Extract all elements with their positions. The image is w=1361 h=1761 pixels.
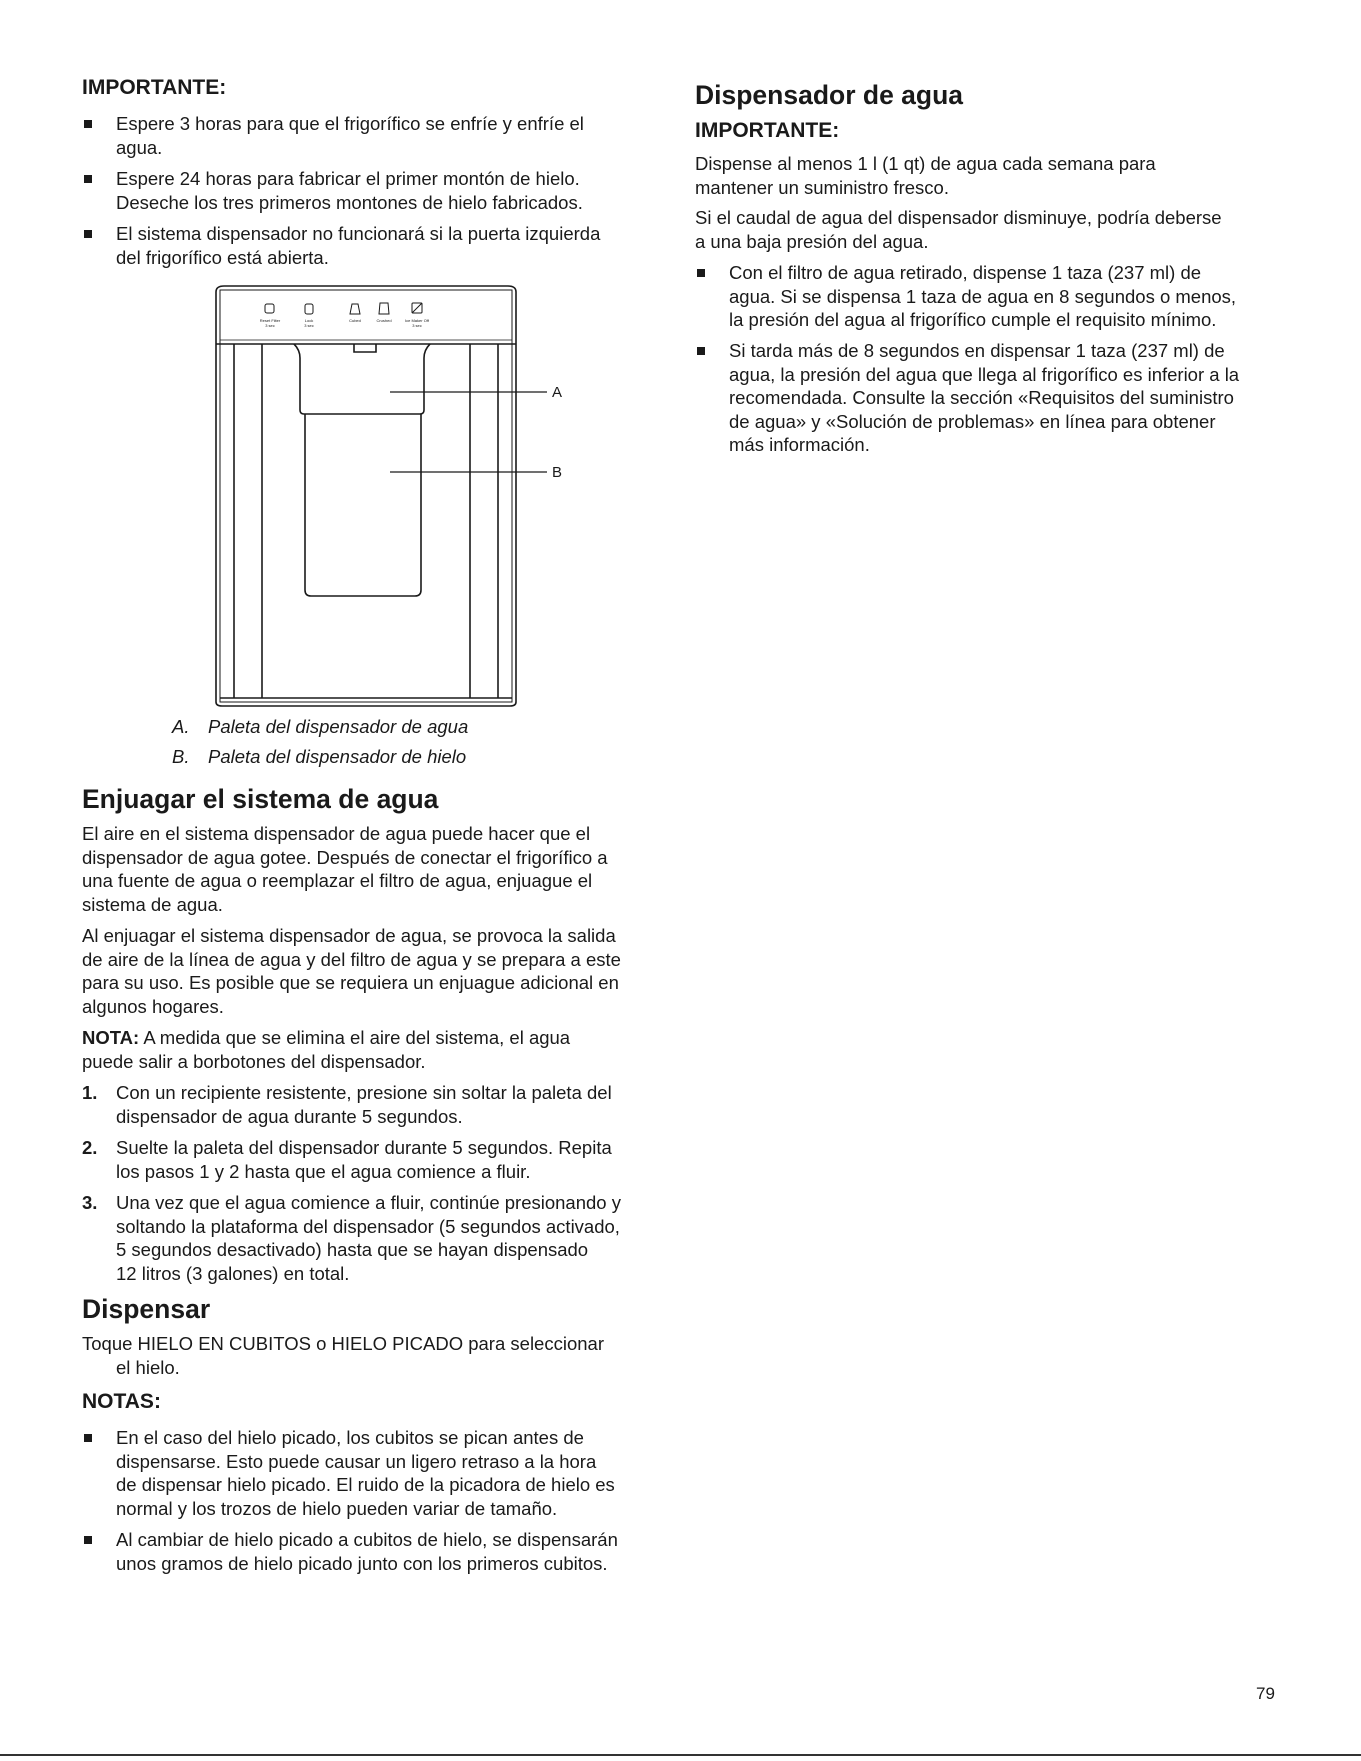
bullet-square-icon xyxy=(84,175,92,183)
step-number: 2. xyxy=(82,1137,98,1158)
bullet-line: normal y los trozos de hielo pueden variar de tamaño. xyxy=(116,1497,558,1519)
caption-text: Paleta del dispensador de hielo xyxy=(208,746,467,767)
text-line: mantener un suministro fresco. xyxy=(695,176,949,198)
panel-label-reset-filter: Reset Filter xyxy=(259,318,281,323)
panel-label-crushed: Crushed xyxy=(376,318,392,323)
text-line: dispensador de agua gotee. Después de conectar el frigorífico a xyxy=(82,846,608,868)
bullet-line: En el caso del hielo picado, los cubitos se pican antes de xyxy=(116,1427,584,1448)
text-line: Dispense al menos 1 l (1 qt) de agua cada semana para xyxy=(695,153,1156,174)
bullet-line: agua. Si se dispensa 1 taza de agua en 8 segundos o menos, xyxy=(729,285,1237,307)
bullet-line: agua. xyxy=(116,136,163,158)
bullet-line: Al cambiar de hielo picado a cubitos de hielo, se dispensarán xyxy=(116,1529,618,1550)
importante-heading-right: IMPORTANTE: xyxy=(695,119,840,142)
panel-label-ice-maker-off: Ice Maker Off xyxy=(405,318,429,323)
bullet-square-icon xyxy=(697,347,705,355)
bullet-line: El sistema dispensador no funcionará si la puerta izquierda xyxy=(116,223,601,244)
text-line: Toque HIELO EN CUBITOS o HIELO PICADO para seleccionar xyxy=(82,1333,604,1354)
panel-sublabel: 3 sec xyxy=(412,323,422,328)
panel-sublabel: 3 sec xyxy=(304,323,314,328)
text-line: de aire de la línea de agua y del filtro de agua y se prepara a este xyxy=(82,948,621,970)
text-line: a una baja presión del agua. xyxy=(695,230,929,252)
text-line: para su uso. Es posible que se requiera un enjuague adicional en xyxy=(82,972,619,993)
bullet-line: Espere 3 horas para que el frigorífico se enfríe y enfríe el xyxy=(116,113,584,134)
bullet-square-icon xyxy=(84,1434,92,1442)
bullet-line: agua, la presión del agua que llega al frigorífico es inferior a la xyxy=(729,363,1240,385)
text-line: el hielo. xyxy=(116,1356,180,1378)
bullet-line: Deseche los tres primeros montones de hielo fabricados. xyxy=(116,191,583,213)
importante-heading-left: IMPORTANTE: xyxy=(82,76,227,99)
right-paragraph-1 xyxy=(695,152,1285,199)
step-number: 3. xyxy=(82,1192,98,1213)
right-paragraph-2 xyxy=(695,206,1285,253)
nota-text: A medida que se elimina el aire del sistema, el agua xyxy=(139,1027,571,1048)
caption-text: Paleta del dispensador de agua xyxy=(208,716,469,737)
text-line: algunos hogares. xyxy=(82,995,224,1017)
step-number: 1. xyxy=(82,1082,98,1103)
bullet-square-icon xyxy=(697,269,705,277)
bullet-line: Con el filtro de agua retirado, dispense 1 taza (237 ml) de xyxy=(729,262,1202,283)
bullet-square-icon xyxy=(84,1536,92,1544)
dispenser-figure xyxy=(212,284,572,709)
bullet-line: del frigorífico está abierta. xyxy=(116,246,329,268)
bullet-line: más información. xyxy=(729,434,870,455)
step-line: Una vez que el agua comience a fluir, continúe presionando y xyxy=(116,1192,621,1213)
text-line: una fuente de agua o reemplazar el filtro de agua, enjuague el xyxy=(82,870,593,891)
step-line: soltando la plataforma del dispensador (5 segundos activado, xyxy=(116,1215,620,1237)
step-line: los pasos 1 y 2 hasta que el agua comience a fluir. xyxy=(116,1160,531,1182)
enjuagar-heading: Enjuagar el sistema de agua xyxy=(82,784,439,814)
page-number: 79 xyxy=(1256,1684,1275,1703)
callout-a: A xyxy=(552,384,563,401)
text-line: sistema de agua. xyxy=(82,893,223,915)
step-line: 12 litros (3 galones) en total. xyxy=(116,1262,350,1284)
enjuagar-paragraph-2 xyxy=(82,924,682,1018)
bullet-square-icon xyxy=(84,120,92,128)
bullet-line: unos gramos de hielo picado junto con los primeros cubitos. xyxy=(116,1552,608,1574)
panel-label-lock: Lock xyxy=(304,318,314,323)
bullet-line: de agua» y «Solución de problemas» en línea para obtener xyxy=(729,410,1216,432)
bottom-rule xyxy=(0,1754,1361,1756)
step-line: Suelte la paleta del dispensador durante 5 segundos. Repita xyxy=(116,1137,612,1158)
bullet-line: Espere 24 horas para fabricar el primer montón de hielo. xyxy=(116,168,580,189)
nota-label: NOTA: xyxy=(82,1027,140,1048)
callout-b: B xyxy=(552,464,563,481)
dispenser-diagram xyxy=(212,284,572,709)
text-line: puede salir a borbotones del dispensador. xyxy=(82,1050,426,1072)
text-line: Al enjuagar el sistema dispensador de agua, se provoca la salida xyxy=(82,925,616,946)
enjuagar-paragraph-1 xyxy=(82,822,682,916)
text-line: Si el caudal de agua del dispensador disminuye, podría deberse xyxy=(695,207,1222,228)
notas-heading: NOTAS: xyxy=(82,1390,161,1413)
bullet-line: de dispensar hielo picado. El ruido de la picadora de hielo es xyxy=(116,1474,615,1495)
bullet-line: la presión del agua al frigorífico cumple el requisito mínimo. xyxy=(729,309,1217,330)
bullet-line: recomendada. Consulte la sección «Requisitos del suministro xyxy=(729,387,1234,408)
step-line: dispensador de agua durante 5 segundos. xyxy=(116,1105,463,1127)
step-line: 5 segundos desactivado) hasta que se hayan dispensado xyxy=(116,1239,589,1260)
dispensar-heading: Dispensar xyxy=(82,1294,211,1324)
caption-letter: A. xyxy=(172,716,190,737)
panel-label-cubed: Cubed xyxy=(349,318,361,323)
text-line: El aire en el sistema dispensador de agua puede hacer que el xyxy=(82,823,591,844)
dispensar-paragraph xyxy=(82,1332,716,1379)
nota-paragraph xyxy=(82,1026,682,1073)
bullet-line: dispensarse. Esto puede causar un ligero retraso a la hora xyxy=(116,1450,597,1472)
bullet-line: Si tarda más de 8 segundos en dispensar 1 taza (237 ml) de xyxy=(729,340,1225,361)
dispensador-heading: Dispensador de agua xyxy=(695,80,964,110)
bullet-square-icon xyxy=(84,230,92,238)
step-line: Con un recipiente resistente, presione sin soltar la paleta del xyxy=(116,1082,612,1103)
panel-sublabel: 3 sec xyxy=(265,323,275,328)
caption-letter: B. xyxy=(172,746,190,767)
